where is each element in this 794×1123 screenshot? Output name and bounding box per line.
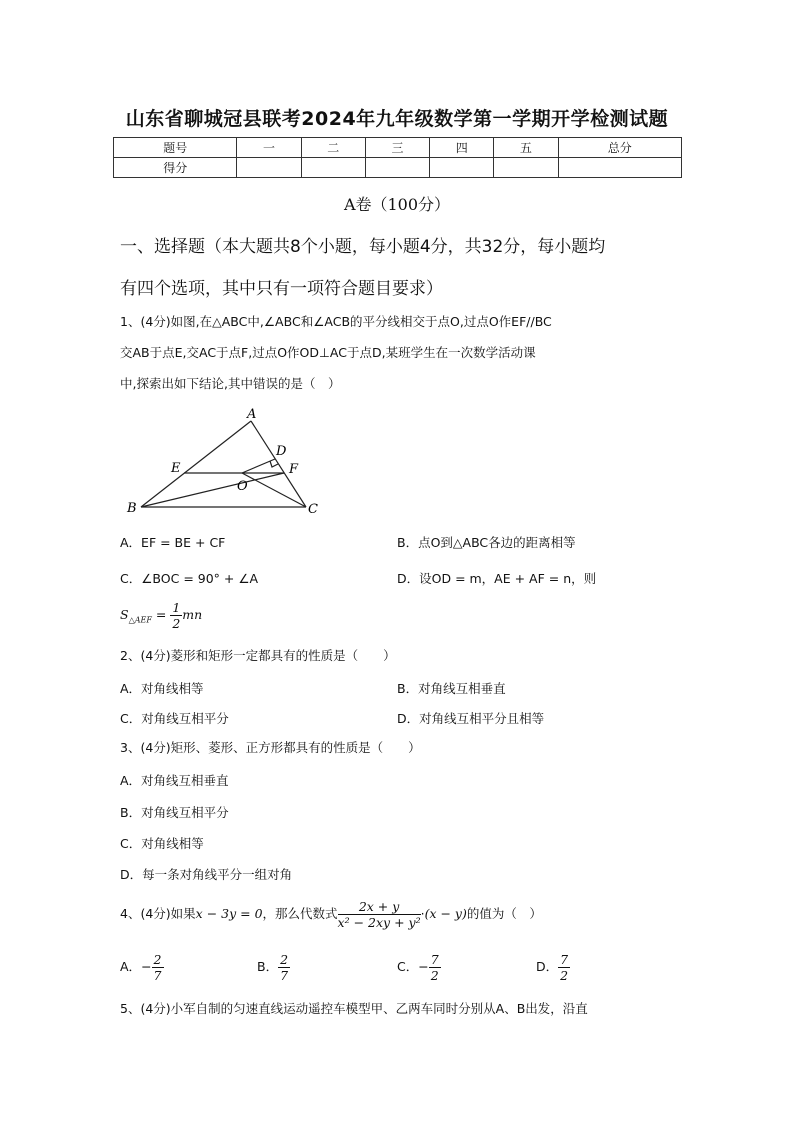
score-table-cell: 总分	[558, 138, 681, 158]
q1-option-d[interactable]: D．设OD = m，AE + AF = n，则	[397, 571, 597, 586]
q3-option-b[interactable]: B．对角线互相平分	[120, 805, 229, 820]
score-table-cell: 四	[430, 138, 494, 158]
q3-stem: 3、(4分)矩形、菱形、正方形都具有的性质是（ ）	[120, 740, 421, 755]
score-table-header-row	[114, 138, 682, 158]
score-table-cell[interactable]	[494, 158, 558, 178]
q4-factor: (x − y)	[424, 906, 467, 921]
q4-option-a-sign: −	[141, 959, 152, 974]
q2-option-d[interactable]: D．对角线互相平分且相等	[397, 711, 545, 726]
label-b: B	[127, 501, 137, 516]
q3-option-d[interactable]: D．每一条对角线平分一组对角	[120, 867, 293, 882]
q4-option-a-label: A．	[120, 959, 142, 974]
q1-stem-line3: 中,探索出如下结论,其中错误的是（ ）	[120, 376, 341, 391]
fraction-numerator: 7	[430, 952, 439, 967]
q2-option-a[interactable]: A．对角线相等	[120, 681, 204, 696]
q4-condition: x − 3y = 0	[195, 906, 263, 921]
score-table-cell[interactable]	[301, 158, 365, 178]
fraction-denominator: 2	[560, 968, 569, 983]
bisector-co	[242, 473, 306, 507]
fraction-denominator: 2	[172, 616, 181, 631]
label-o: O	[237, 479, 248, 494]
score-table-cell: 一	[237, 138, 301, 158]
q1-stem-line1: 1、(4分)如图,在△ABC中,∠ABC和∠ACB的平分线相交于点O,过点O作EF//BC	[120, 314, 552, 329]
fraction-denominator: 7	[153, 968, 162, 983]
q2-option-b[interactable]: B．对角线互相垂直	[397, 681, 506, 696]
q4-option-c-label: C．	[397, 959, 419, 974]
score-table-cell: 三	[365, 138, 429, 158]
score-table-cell[interactable]	[430, 158, 494, 178]
q4-option-d-fraction	[558, 952, 570, 983]
fraction-denominator: 2	[430, 968, 439, 983]
document-title: 山东省聊城冠县联考2024年九年级数学第一学期开学检测试题	[125, 108, 669, 130]
q4-option-b[interactable]	[257, 952, 290, 983]
q2-stem: 2、(4分)菱形和矩形一定都具有的性质是（ ）	[120, 648, 396, 663]
formula-equals: =	[151, 607, 171, 622]
q4-option-a[interactable]	[120, 952, 164, 983]
q4-stem-pre: 4、(4分)如果	[120, 906, 196, 921]
label-c: C	[308, 502, 318, 517]
fraction-numerator: 7	[560, 952, 569, 967]
score-table-cell: 二	[301, 138, 365, 158]
q4-option-d-label: D．	[536, 959, 559, 974]
label-e: E	[171, 461, 181, 476]
q4-option-c[interactable]	[397, 952, 441, 983]
fraction-numerator: 2	[153, 952, 162, 967]
part1-heading-line1: 一、选择题（本大题共8个小题，每小题4分，共32分，每小题均	[120, 237, 606, 257]
part1-heading-line2: 有四个选项，其中只有一项符合题目要求）	[120, 279, 443, 299]
q4-option-c-fraction	[429, 952, 441, 983]
score-table-cell: 得分	[114, 158, 237, 178]
q4-dot: ·	[420, 906, 425, 921]
fraction-numerator: 2	[280, 952, 289, 967]
q5-stem-line1: 5、(4分)小军自制的匀速直线运动遥控车模型甲、乙两车同时分别从A、B出发，沿直	[120, 1001, 588, 1016]
score-table	[113, 137, 682, 178]
score-table-cell: 五	[494, 138, 558, 158]
q3-option-c[interactable]: C．对角线相等	[120, 836, 204, 851]
q4-option-d[interactable]	[536, 952, 570, 983]
q4-option-c-sign: −	[418, 959, 429, 974]
fraction-denominator: 7	[280, 968, 289, 983]
formula-fraction	[170, 600, 182, 631]
formula-s: S	[120, 607, 129, 622]
q4-option-a-fraction	[152, 952, 164, 983]
q1-option-c[interactable]: C．∠BOC = 90° + ∠A	[120, 571, 259, 586]
formula-tail: mn	[182, 607, 203, 622]
score-table-score-row	[114, 158, 682, 178]
score-table-cell[interactable]	[558, 158, 681, 178]
formula-subscript: △AEF	[128, 615, 152, 625]
q4-stem	[120, 899, 542, 930]
q1-triangle-figure	[120, 402, 330, 520]
score-table-cell: 题号	[114, 138, 237, 158]
q4-stem-mid: ，那么代数式	[262, 906, 338, 921]
q4-option-b-fraction	[278, 952, 290, 983]
label-a: A	[247, 407, 257, 422]
q3-option-a[interactable]: A．对角线互相垂直	[120, 773, 229, 788]
q4-expression-fraction	[338, 899, 421, 930]
q4-option-b-label: B．	[257, 959, 279, 974]
q4-fraction-numerator: 2x + y	[338, 899, 421, 915]
q1-option-a[interactable]: A．EF = BE + CF	[120, 535, 226, 550]
fraction-numerator: 1	[172, 600, 181, 615]
label-d: D	[276, 444, 287, 459]
q1-option-d-formula	[120, 600, 202, 631]
q2-option-c[interactable]: C．对角线互相平分	[120, 711, 229, 726]
label-f: F	[289, 462, 299, 477]
section-a-heading: A卷（100分）	[343, 195, 451, 214]
q1-option-b[interactable]: B．点O到△ABC各边的距离相等	[397, 535, 576, 550]
q4-stem-post: 的值为（ ）	[466, 906, 542, 921]
score-table-cell[interactable]	[237, 158, 301, 178]
q1-stem-line2: 交AB于点E,交AC于点F,过点O作OD⊥AC于点D,某班学生在一次数学活动课	[120, 345, 536, 360]
score-table-cell[interactable]	[365, 158, 429, 178]
q4-fraction-denominator: x² − 2xy + y²	[337, 915, 421, 930]
